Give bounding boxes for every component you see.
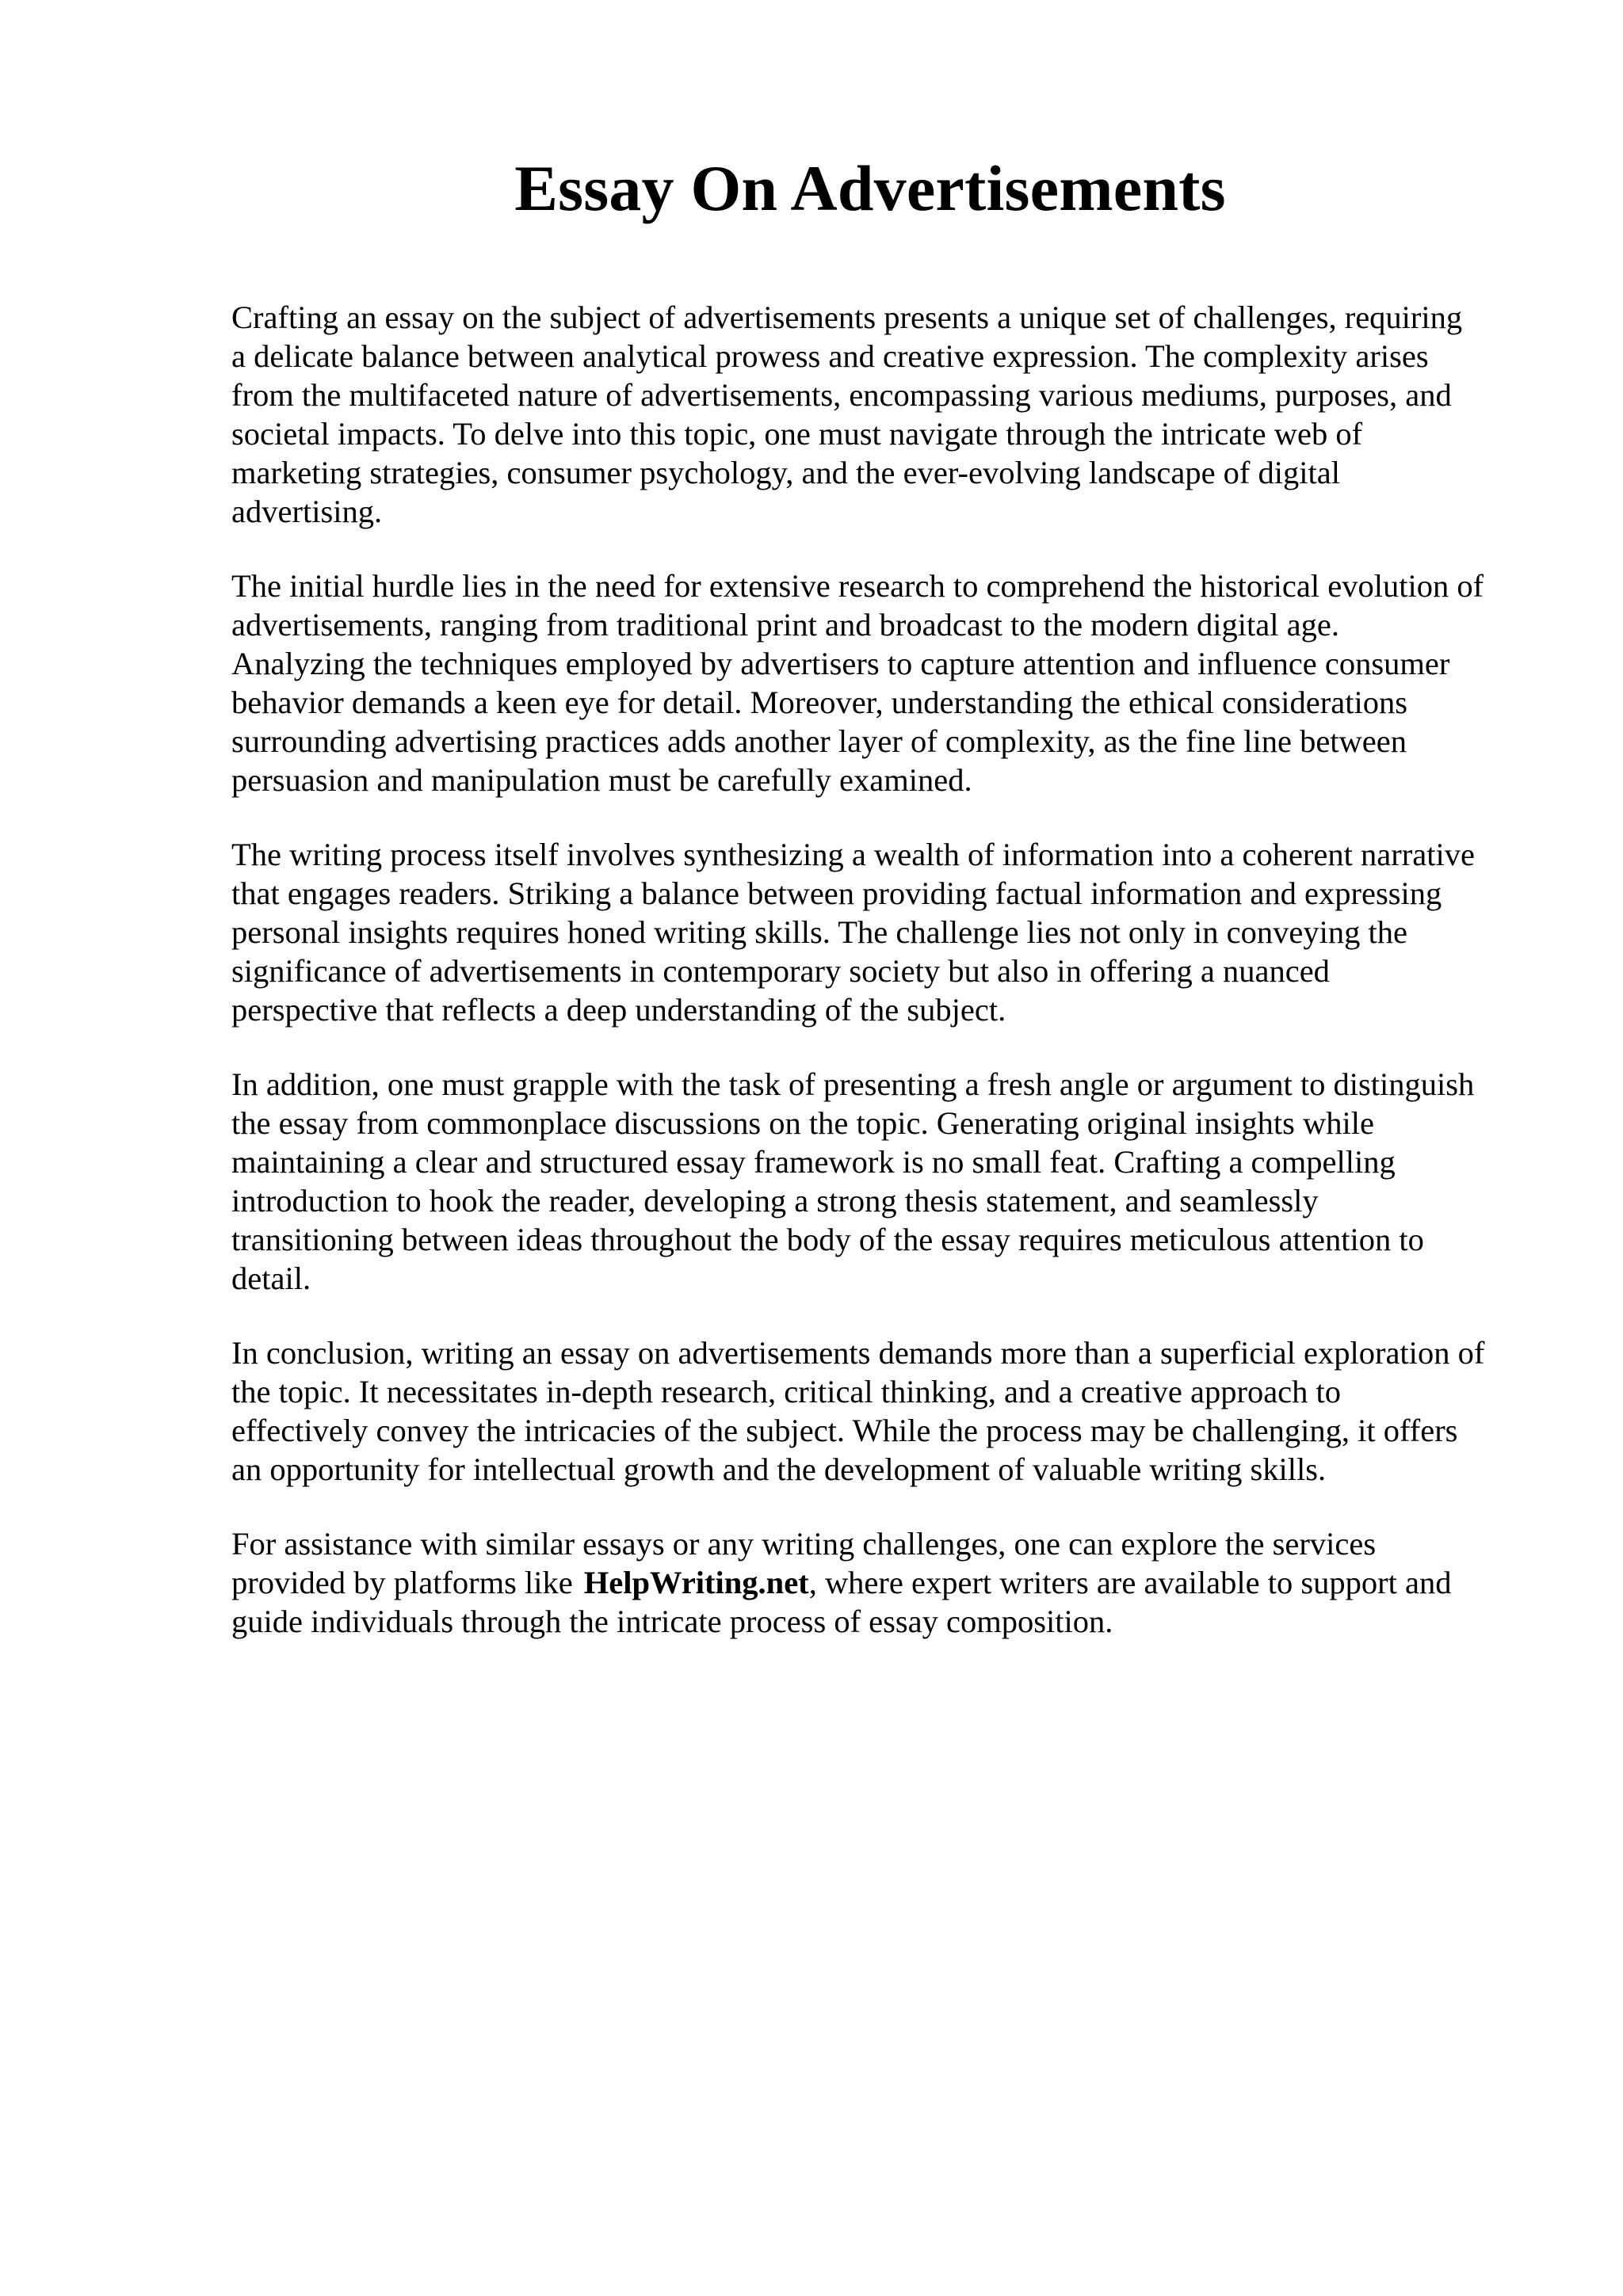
paragraph-4 — [231, 1065, 1531, 1298]
closing-paragraph — [231, 1524, 1531, 1641]
paragraph-5 — [231, 1333, 1531, 1489]
text-line: effectively convey the intricacies of the subject. While the process may be challenging, it offers — [231, 1413, 1458, 1448]
text-line: advertisements, ranging from traditional print and broadcast to the modern digital age. — [231, 607, 1339, 643]
text-line: transitioning between ideas throughout the body of the essay requires meticulous attention to — [231, 1222, 1424, 1257]
text-line: the topic. It necessitates in-depth research, critical thinking, and a creative approach to — [231, 1374, 1342, 1409]
text-line: the essay from commonplace discussions on the topic. Generating original insights while — [231, 1105, 1374, 1141]
text-line: maintaining a clear and structured essay framework is no small feat. Crafting a compelling — [231, 1144, 1396, 1180]
text-line: The writing process itself involves synthesizing a wealth of information into a coherent narrative — [231, 837, 1475, 872]
text-line: that engages readers. Striking a balance between providing factual information and expressing — [231, 875, 1442, 911]
essay-title: Essay On Advertisements — [514, 152, 1226, 224]
brand-name: HelpWriting.net — [583, 1565, 809, 1600]
essay-body — [231, 298, 1531, 1676]
text-line: Crafting an essay on the subject of advertisements presents a unique set of challenges, requiring — [231, 299, 1463, 335]
text-line: guide individuals through the intricate process of essay composition. — [231, 1604, 1113, 1639]
text-line: Analyzing the techniques employed by advertisers to capture attention and influence consumer — [231, 646, 1450, 681]
paragraph-3 — [231, 835, 1531, 1029]
text-line: societal impacts. To delve into this topic, one must navigate through the intricate web of — [231, 416, 1363, 452]
text-line: a delicate balance between analytical prowess and creative expression. The complexity arises — [231, 338, 1429, 374]
text-line: behavior demands a keen eye for detail. Moreover, understanding the ethical considerations — [231, 685, 1407, 720]
text-line: an opportunity for intellectual growth and the development of valuable writing skills. — [231, 1451, 1327, 1487]
text-line: from the multifaceted nature of advertisements, encompassing various mediums, purposes, and — [231, 377, 1452, 413]
text-line: detail. — [231, 1261, 311, 1296]
text-line: advertising. — [231, 494, 383, 529]
text-line: In addition, one must grapple with the task of presenting a fresh angle or argument to distinguish — [231, 1066, 1475, 1102]
text-line: personal insights requires honed writing skills. The challenge lies not only in conveying the — [231, 914, 1407, 950]
text-line: perspective that reflects a deep understanding of the subject. — [231, 992, 1006, 1028]
text-fragment: provided by platforms like — [231, 1565, 573, 1600]
paragraph-1 — [231, 298, 1531, 531]
text-line: marketing strategies, consumer psychology, and the ever-evolving landscape of digital — [231, 455, 1341, 490]
text-line: persuasion and manipulation must be carefully examined. — [231, 762, 972, 798]
text-fragment: , where expert writers are available to support and — [808, 1565, 1452, 1600]
text-line: significance of advertisements in contemporary society but also in offering a nuanced — [231, 953, 1330, 989]
paragraph-2 — [231, 566, 1531, 799]
text-line: In conclusion, writing an essay on advertisements demands more than a superficial exploration of — [231, 1335, 1485, 1371]
text-line: surrounding advertising practices adds another layer of complexity, as the fine line between — [231, 723, 1407, 759]
text-line: The initial hurdle lies in the need for extensive research to comprehend the historical evolution of — [231, 568, 1484, 604]
text-line: For assistance with similar essays or any writing challenges, one can explore the services — [231, 1526, 1377, 1562]
text-line: introduction to hook the reader, developing a strong thesis statement, and seamlessly — [231, 1183, 1319, 1219]
text-line-with-brand — [231, 1563, 1531, 1602]
